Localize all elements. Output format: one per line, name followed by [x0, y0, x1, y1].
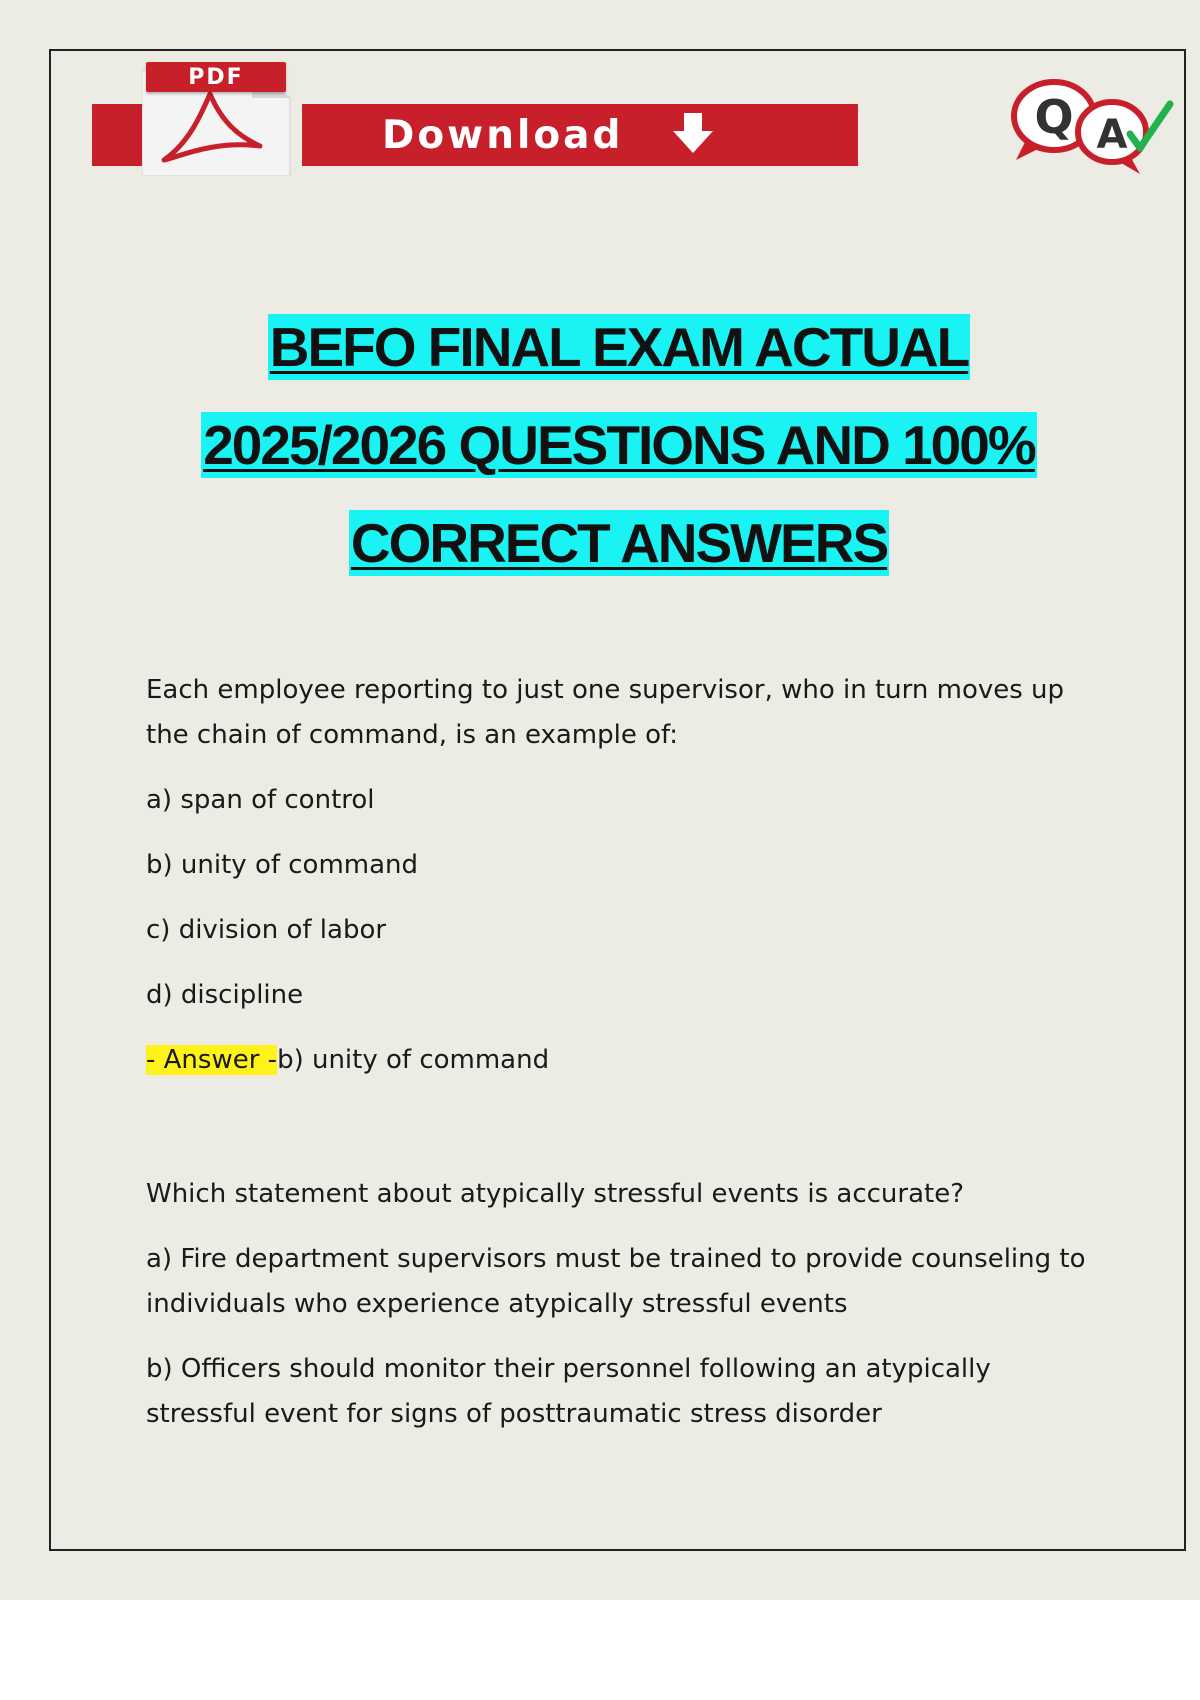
download-label: Download [382, 112, 624, 158]
banner-bar-left [92, 104, 146, 166]
download-arrow-icon [669, 111, 717, 160]
question-1-option-a: a) span of control [146, 785, 375, 815]
title-line-3: CORRECT ANSWERS [350, 512, 888, 574]
question-2-option-b: b) Officers should monitor their personnel following an atypically stressful event for signs of posttraumatic stress disorder [146, 1354, 991, 1429]
download-banner[interactable] [92, 62, 858, 176]
question-1-answer [146, 1038, 1096, 1083]
question-2-option-a: a) Fire department supervisors must be trained to provide counseling to individuals who experience atypically stressful events [146, 1244, 1086, 1319]
title-line-1: BEFO FINAL EXAM ACTUAL [269, 316, 969, 378]
qa-logo-letter-a: A [1096, 112, 1128, 158]
question-1-option-d: d) discipline [146, 980, 304, 1010]
title-line-2: 2025/2026 QUESTIONS AND 100% [203, 414, 1035, 476]
answer-label: - Answer - [146, 1045, 278, 1075]
qa-logo-letter-q: Q [1034, 90, 1074, 144]
answer-value: b) unity of command [277, 1045, 550, 1075]
qa-speech-bubbles-icon [1006, 76, 1176, 176]
question-2-text: Which statement about atypically stressful events is accurate? [146, 1179, 964, 1209]
pdf-tab-label: PDF [146, 62, 286, 92]
document-title [0, 298, 1200, 592]
download-bar[interactable] [302, 104, 858, 166]
question-1-text: Each employee reporting to just one supervisor, who in turn moves up the chain of command, is an example of: [146, 675, 1065, 750]
pdf-document-icon [142, 62, 302, 176]
question-1-option-c: c) division of labor [146, 915, 387, 945]
question-1-option-b: b) unity of command [146, 850, 419, 880]
question-2 [146, 1172, 1096, 1457]
question-1 [146, 668, 1096, 1103]
